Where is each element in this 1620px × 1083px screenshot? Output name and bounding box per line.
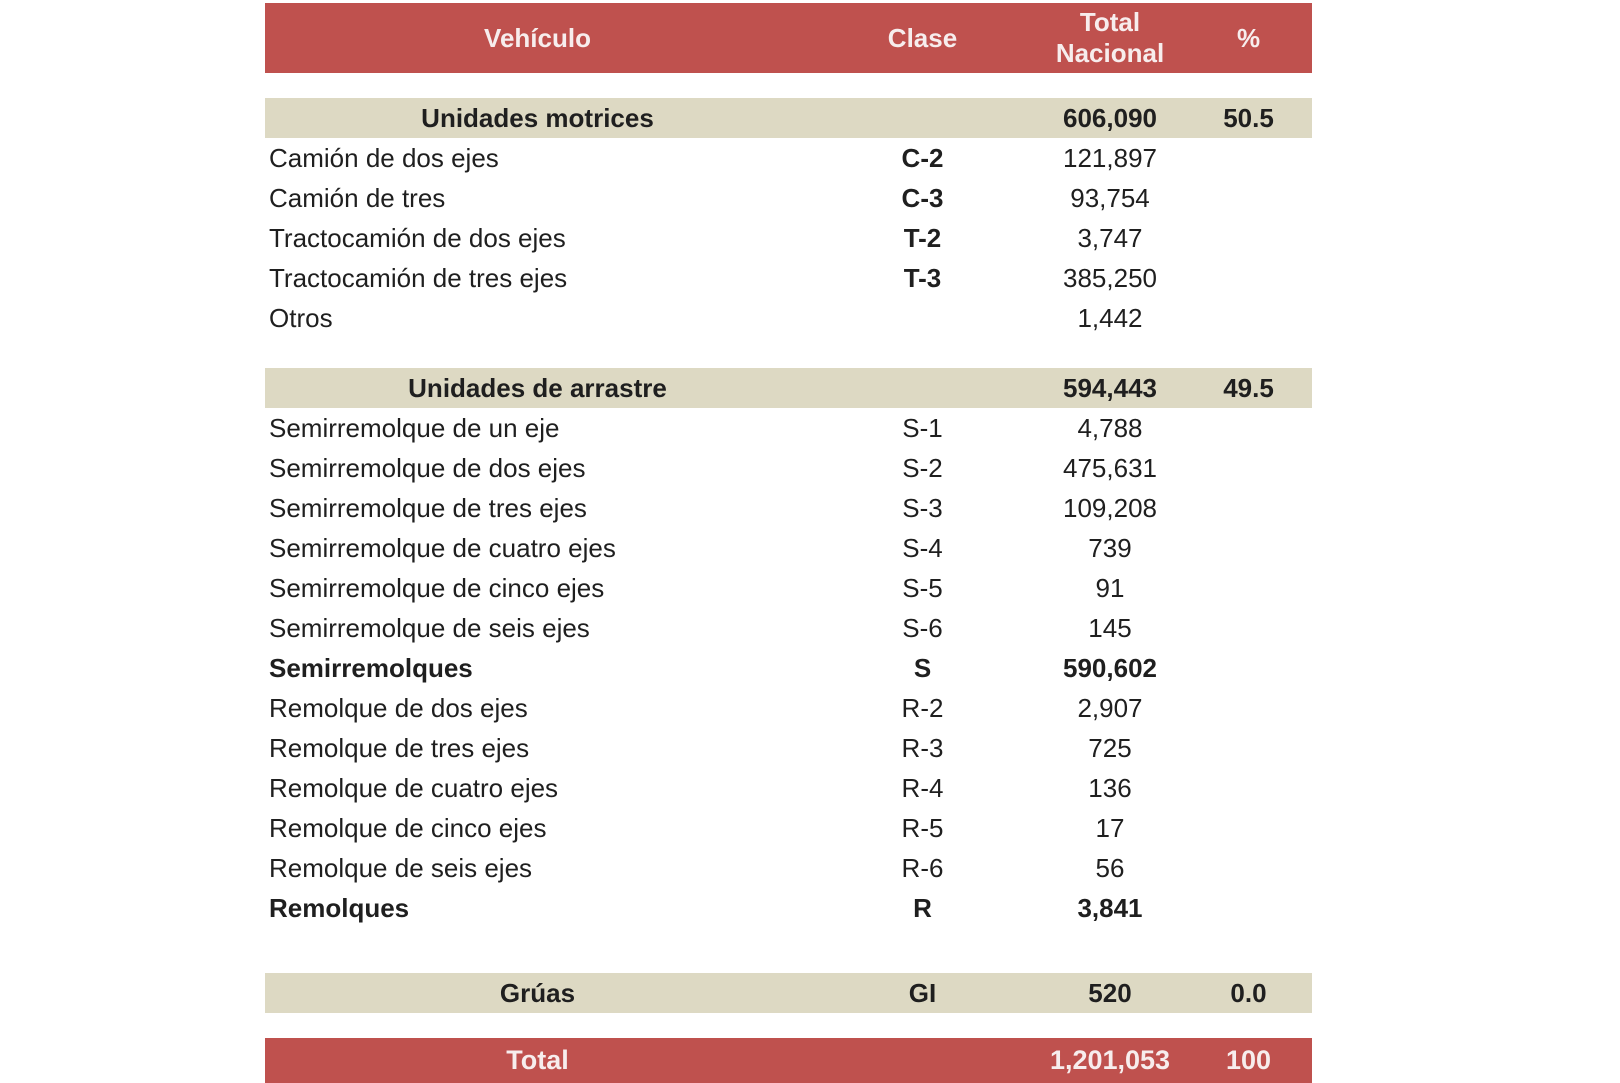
- column-header-total-line1: Total: [1079, 6, 1141, 37]
- percent-cell: 0.0: [1230, 977, 1267, 1008]
- clase-cell: S-1: [902, 412, 943, 443]
- clase-cell: R-6: [901, 852, 944, 883]
- clase-cell: R-2: [901, 692, 944, 723]
- table-row: [265, 258, 1312, 298]
- total-cell: 590,602: [1063, 652, 1157, 683]
- clase-cell: R-5: [901, 812, 944, 843]
- table-row: [265, 728, 1312, 768]
- vehiculo-cell: Camión de dos ejes: [269, 142, 499, 173]
- vehiculo-cell: Remolque de seis ejes: [269, 852, 533, 883]
- section-row-gruas: [265, 973, 1312, 1013]
- table-row: [265, 888, 1312, 928]
- vehiculo-cell: Total: [506, 1045, 569, 1075]
- clase-cell: S: [913, 652, 932, 683]
- table-row: [265, 528, 1312, 568]
- percent-cell: 100: [1225, 1045, 1272, 1075]
- column-header-vehiculo: Vehículo: [484, 22, 591, 53]
- vehiculo-cell: Unidades de arrastre: [408, 372, 667, 403]
- clase-cell: T-2: [903, 222, 942, 253]
- clase-cell: C-3: [901, 182, 944, 213]
- total-cell: 91: [1095, 572, 1125, 603]
- table-row: [265, 488, 1312, 528]
- vehiculo-cell: Tractocamión de tres ejes: [269, 262, 568, 293]
- percent-cell: 50.5: [1223, 102, 1274, 133]
- vehiculo-cell: Remolques: [269, 892, 410, 923]
- total-cell: 606,090: [1063, 102, 1157, 133]
- table-row: [265, 608, 1312, 648]
- clase-cell: S-6: [902, 612, 943, 643]
- vehiculo-cell: Tractocamión de dos ejes: [269, 222, 566, 253]
- vehiculo-cell: Semirremolque de seis ejes: [269, 612, 590, 643]
- section-row-arrastre: [265, 368, 1312, 408]
- column-header-total-line2: Nacional: [1055, 38, 1165, 68]
- total-cell: 725: [1088, 732, 1132, 763]
- section-row-motrices: [265, 98, 1312, 138]
- vehiculo-cell: Otros: [269, 302, 333, 333]
- table-row: [265, 178, 1312, 218]
- table-row: [265, 138, 1312, 178]
- clase-cell: GI: [908, 977, 937, 1008]
- vehiculo-cell: Remolque de tres ejes: [269, 732, 530, 763]
- vehicle-statistics-table: [265, 3, 1312, 1083]
- total-cell: 3,841: [1077, 892, 1143, 923]
- total-cell: 2,907: [1077, 692, 1143, 723]
- table-row: [265, 768, 1312, 808]
- total-cell: 17: [1095, 812, 1125, 843]
- total-cell: 56: [1095, 852, 1125, 883]
- percent-cell: 49.5: [1223, 372, 1274, 403]
- table-row: [265, 408, 1312, 448]
- table-row: [265, 688, 1312, 728]
- total-cell: 1,201,053: [1049, 1045, 1171, 1075]
- vehiculo-cell: Remolque de cuatro ejes: [269, 772, 559, 803]
- total-cell: 475,631: [1063, 452, 1157, 483]
- vehiculo-cell: Semirremolque de cinco ejes: [269, 572, 605, 603]
- total-cell: 136: [1088, 772, 1132, 803]
- clase-cell: R-3: [901, 732, 944, 763]
- total-cell: 739: [1088, 532, 1132, 563]
- table-row: [265, 568, 1312, 608]
- table-header-row: [265, 3, 1312, 73]
- clase-cell: S-2: [902, 452, 943, 483]
- vehiculo-cell: Semirremolque de dos ejes: [269, 452, 586, 483]
- vehiculo-cell: Unidades motrices: [421, 102, 654, 133]
- table-row: [265, 298, 1312, 338]
- clase-cell: S-5: [902, 572, 943, 603]
- column-header-percent: %: [1236, 22, 1261, 53]
- vehiculo-cell: Camión de tres: [269, 182, 446, 213]
- vehiculo-cell: Remolque de dos ejes: [269, 692, 528, 723]
- vehiculo-cell: Semirremolque de tres ejes: [269, 492, 587, 523]
- clase-cell: C-2: [901, 142, 944, 173]
- clase-cell: T-3: [903, 262, 942, 293]
- total-cell: 1,442: [1077, 302, 1143, 333]
- table-row: [265, 808, 1312, 848]
- column-header-clase: Clase: [887, 22, 958, 53]
- total-row-total: [265, 1038, 1312, 1083]
- table-row: [265, 448, 1312, 488]
- table-row: [265, 848, 1312, 888]
- clase-cell: S-4: [902, 532, 943, 563]
- clase-cell: R: [913, 892, 932, 923]
- total-cell: 3,747: [1077, 222, 1143, 253]
- total-cell: 385,250: [1063, 262, 1157, 293]
- total-cell: 121,897: [1063, 142, 1157, 173]
- total-cell: 109,208: [1063, 492, 1157, 523]
- vehiculo-cell: Semirremolque de un eje: [269, 412, 560, 443]
- table-row: [265, 218, 1312, 258]
- vehiculo-cell: Semirremolque de cuatro ejes: [269, 532, 616, 563]
- table-row: [265, 648, 1312, 688]
- clase-cell: R-4: [901, 772, 944, 803]
- total-cell: 145: [1088, 612, 1132, 643]
- total-cell: 594,443: [1063, 372, 1157, 403]
- table-body: [265, 98, 1312, 1083]
- vehiculo-cell: Semirremolques: [269, 652, 473, 683]
- vehiculo-cell: Remolque de cinco ejes: [269, 812, 547, 843]
- total-cell: 520: [1088, 977, 1132, 1008]
- total-cell: 93,754: [1070, 182, 1150, 213]
- total-cell: 4,788: [1077, 412, 1143, 443]
- clase-cell: S-3: [902, 492, 943, 523]
- column-header-total-nacional: [1035, 7, 1185, 69]
- vehiculo-cell: Grúas: [499, 977, 576, 1008]
